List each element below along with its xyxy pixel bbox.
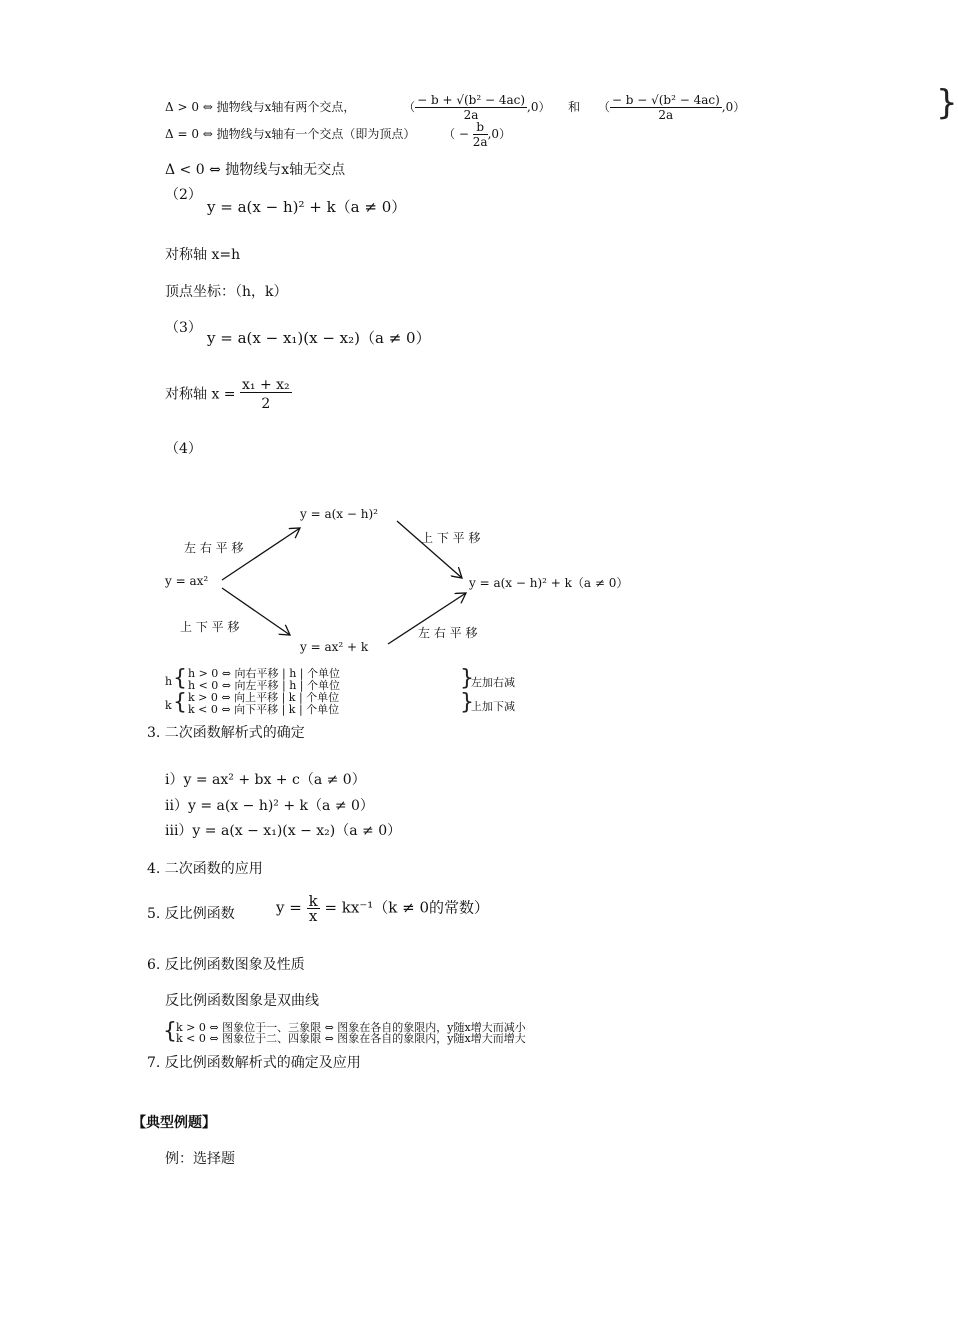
vertex-form-formula: y = a(x − h)² + k（a ≠ 0） — [207, 198, 407, 216]
intercept-form-formula: y = a(x − x₁)(x − x₂)（a ≠ 0） — [207, 329, 431, 347]
section-4-title: 4. 二次函数的应用 — [147, 861, 263, 877]
inverse-function-formula: y = $\frac{k}{x}$ = kx⁻¹（k ≠ 0的常数） — [276, 892, 490, 925]
item-index-2: （2） — [165, 187, 202, 203]
symmetry-axis-x1x2: 对称轴 x = $\frac{\text{x₁ + x₂}}{2}$ — [165, 377, 290, 412]
section-7-title: 7. 反比例函数解析式的确定及应用 — [147, 1055, 361, 1071]
item-index-3: （3） — [165, 320, 202, 336]
k-variable: k — [165, 699, 172, 712]
symmetry-axis-h: 对称轴 x=h — [165, 247, 241, 263]
k-right-brace: } — [460, 690, 474, 715]
right-brace: } — [936, 83, 958, 123]
label-up-down-1: 上 下 平 移 — [180, 620, 240, 634]
label-left-right-2: 左 右 平 移 — [418, 626, 478, 640]
node-left: y = ax² — [165, 574, 209, 588]
h-rules: h > 0 ⇔ 向右平移 | h | 个单位 h < 0 ⇔ 向左平移 | h | 个单位 — [188, 667, 340, 692]
inverse-fraction: $\frac{k}{x}$ — [308, 892, 318, 925]
k-sign-brace: { — [163, 1019, 177, 1044]
section-6-title: 6. 反比例函数图象及性质 — [147, 957, 305, 973]
vertex-x-fraction: $\frac{b}{2a}$ — [472, 120, 488, 149]
section-3-title: 3. 二次函数解析式的确定 — [147, 725, 305, 741]
item-index-4: （4） — [165, 441, 202, 457]
hyperbola-description: 反比例函数图象是双曲线 — [165, 993, 319, 1009]
delta-positive-condition: Δ > 0 ⇔ 抛物线与x轴有两个交点， — [165, 100, 356, 114]
k-left-brace: { — [173, 690, 187, 715]
formula-intercept: iii）y = a(x − x₁)(x − x₂)（a ≠ 0） — [165, 823, 402, 839]
label-left-right-1: 左 右 平 移 — [184, 541, 244, 555]
formula-vertex: ii）y = a(x − h)² + k（a ≠ 0） — [165, 798, 374, 814]
delta-zero-condition: Δ = 0 ⇔ 抛物线与x轴有一个交点（即为顶点） — [165, 127, 416, 141]
h-right-brace: } — [460, 666, 474, 691]
formula-general: i）y = ax² + bx + c（a ≠ 0） — [165, 772, 366, 788]
root2-fraction: $\frac{\text{− b − √(b² − 4ac)}}{2a}$ — [611, 93, 720, 122]
node-bottom: y = ax² + k — [300, 640, 369, 654]
h-rule-summary: 左加右减 — [471, 676, 515, 689]
delta-zero-line: Δ = 0 ⇔ 抛物线与x轴有一个交点（即为顶点） （ − $\frac{b}{2a}$ ,0） — [165, 120, 512, 149]
root1-fraction: $\frac{\text{− b + √(b² − 4ac)}}{2a}$ — [417, 93, 526, 122]
k-rule-summary: 上加下减 — [471, 700, 515, 713]
axis-fraction: $\frac{\text{x₁ + x₂}}{2}$ — [241, 377, 290, 412]
k-rules: k > 0 ⇔ 向上平移 | k | 个单位 k < 0 ⇔ 向下平移 | k | 个单位 — [188, 691, 340, 716]
label-up-down-2: 上 下 平 移 — [421, 531, 481, 545]
node-right: y = a(x − h)² + k（a ≠ 0） — [469, 576, 629, 590]
h-left-brace: { — [173, 666, 187, 691]
examples-subheading: 例：选择题 — [165, 1151, 235, 1167]
and-word: 和 — [568, 100, 581, 114]
h-variable: h — [165, 675, 173, 688]
vertex-coordinates: 顶点坐标：（h，k） — [165, 284, 288, 300]
k-sign-rules: k > 0 ⇔ 图象位于一、三象限 ⇔ 图象在各自的象限内，y随x增大而减小 k < 0 ⇔ 图象位于二、四象限 ⇔ 图象在各自的象限内，y随x增大而增大 — [176, 1021, 526, 1045]
delta-negative-line: Δ < 0 ⇔ 抛物线与x轴无交点 — [165, 162, 346, 178]
examples-heading: 【典型例题】 — [132, 1115, 216, 1131]
node-top: y = a(x − h)² — [300, 507, 378, 521]
delta-positive-line: Δ > 0 ⇔ 抛物线与x轴有两个交点， （ $\frac{\text{− b + √(b² − 4ac)}}{2a}$ ,0） 和 （ $\frac{\text{− b − √(b² − 4ac)}}{2a}$ ,0） — [165, 93, 746, 122]
section-5-title: 5. 反比例函数 — [147, 906, 235, 922]
